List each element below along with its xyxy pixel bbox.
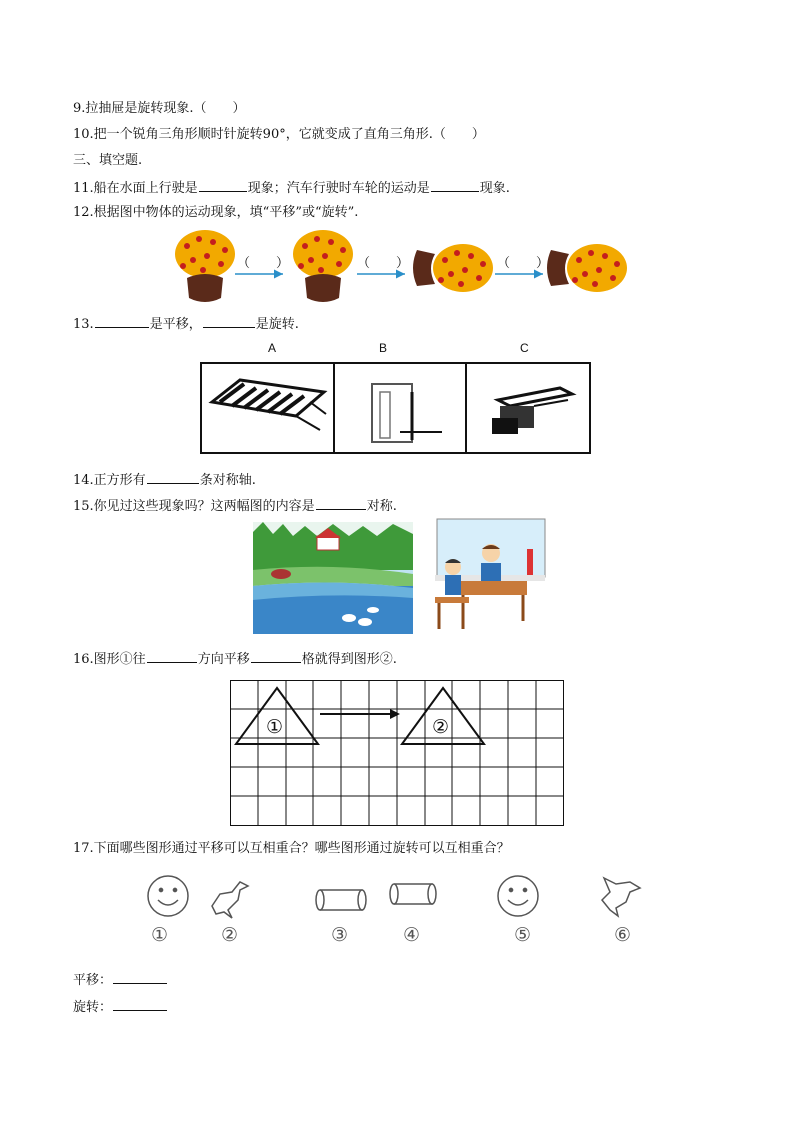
q13-label-b: B <box>379 341 388 355</box>
question-12: 12.根据图中物体的运动现象，填“平移”或“旋转”. <box>73 205 359 220</box>
q16-blank-2[interactable] <box>251 649 301 663</box>
q13-blank-1[interactable] <box>95 314 149 328</box>
q11-text-c: 现象. <box>479 181 510 196</box>
q16-text-a: 16.图形①往 <box>73 652 146 667</box>
section-heading-fill-blank: 三、填空题. <box>73 153 143 168</box>
q17-shapes <box>140 870 660 926</box>
question-10: 10.把一个锐角三角形顺时针旋转90°，它就变成了直角三角形.（ ） <box>73 127 485 142</box>
q17-label-3: ③ <box>331 925 349 946</box>
lake-reflection-picture <box>253 522 413 634</box>
q17-label-2: ② <box>221 925 239 946</box>
answer-rotate-blank[interactable] <box>113 997 167 1011</box>
answer-rotate <box>73 997 168 1017</box>
q13-text-b: 是平移， <box>149 317 202 332</box>
q15-text-a: 15.你见过这些现象吗？这两幅图的内容是 <box>73 499 315 514</box>
question-14 <box>73 470 256 490</box>
q12-motion-figure <box>165 226 635 310</box>
q12-bracket-2[interactable]: （ ） <box>357 256 410 271</box>
q11-blank-2[interactable] <box>431 178 479 192</box>
q14-text-b: 条对称轴. <box>199 473 256 488</box>
q16-text-c: 格就得到图形②. <box>301 652 397 667</box>
children-reflection-picture <box>433 517 546 631</box>
question-17: 17.下面哪些图形通过平移可以互相重合？哪些图形通过旋转可以互相重合？ <box>73 841 510 856</box>
q17-label-5: ⑤ <box>514 925 532 946</box>
shape-label-1: ① <box>266 717 284 738</box>
q13-picture-boxes <box>200 362 592 454</box>
q15-text-b: 对称. <box>366 499 397 514</box>
answer-translate-label: 平移： <box>73 973 113 988</box>
bird-icon-2 <box>602 878 640 916</box>
q17-label-4: ④ <box>403 925 421 946</box>
q14-blank[interactable] <box>147 470 199 484</box>
q13-label-c: C <box>520 341 529 355</box>
smiley-face-icon-2 <box>498 876 538 916</box>
flower-pot-4 <box>547 244 627 292</box>
q11-text-a: 11.船在水面上行驶是 <box>73 181 198 196</box>
question-9: 9.拉抽屉是旋转现象.（ ） <box>73 101 246 116</box>
q16-text-b: 方向平移 <box>197 652 250 667</box>
answer-translate <box>73 970 168 990</box>
q15-blank[interactable] <box>316 496 366 510</box>
q17-label-1: ① <box>151 925 169 946</box>
question-11 <box>73 178 510 198</box>
q13-label-a: A <box>268 341 277 355</box>
smiley-face-icon-1 <box>148 876 188 916</box>
q13-text-a: 13. <box>73 317 94 332</box>
q17-label-6: ⑥ <box>614 925 632 946</box>
q13-text-c: 是旋转. <box>255 317 299 332</box>
q12-bracket-3[interactable]: （ ） <box>497 256 550 271</box>
question-16 <box>73 649 397 669</box>
shape-label-2: ② <box>432 717 450 738</box>
q12-bracket-1[interactable]: （ ） <box>237 256 290 271</box>
bird-icon-1 <box>212 882 248 918</box>
q13-blank-2[interactable] <box>203 314 255 328</box>
question-15 <box>73 496 397 516</box>
cylinder-icon-2 <box>390 884 436 904</box>
answer-translate-blank[interactable] <box>113 970 167 984</box>
flower-pot-2 <box>293 230 353 302</box>
q16-grid-figure <box>230 680 564 826</box>
flower-pot-1 <box>175 230 235 302</box>
answer-rotate-label: 旋转： <box>73 1000 113 1015</box>
cylinder-icon-1 <box>316 890 366 910</box>
q14-text-a: 14.正方形有 <box>73 473 146 488</box>
q11-blank-1[interactable] <box>199 178 247 192</box>
q11-text-b: 现象；汽车行驶时车轮的运动是 <box>247 181 430 196</box>
flower-pot-3 <box>413 244 493 292</box>
q16-blank-1[interactable] <box>147 649 197 663</box>
translation-grid <box>230 680 564 826</box>
question-13 <box>73 314 299 334</box>
